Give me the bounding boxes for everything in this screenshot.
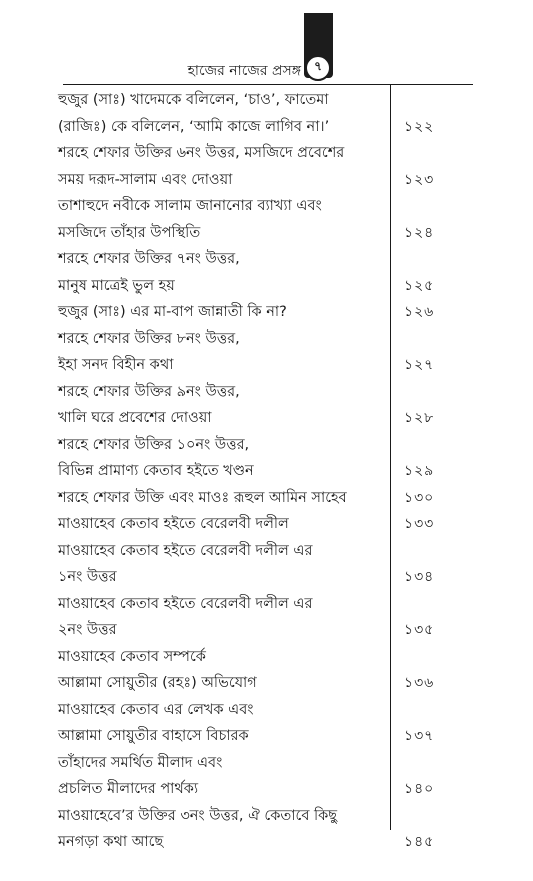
toc-row xyxy=(58,723,468,750)
toc-entry-text: ২নং উত্তর xyxy=(58,622,117,638)
toc-row xyxy=(58,405,468,432)
toc-entry-text: শরহে শেফার উক্তির ৮নং উত্তর, xyxy=(58,330,240,347)
toc-row xyxy=(58,538,468,565)
toc-entry-text: ১নং উত্তর xyxy=(58,569,117,585)
toc-row xyxy=(58,776,468,803)
toc-entry-text: হুজুর (সাঃ) এর মা-বাপ জান্নাতী কি না? xyxy=(58,304,287,320)
toc-page-number: ১২৭ xyxy=(404,357,435,373)
toc-row xyxy=(58,167,468,194)
toc-row xyxy=(58,114,468,141)
toc-entry-text: মাওয়াহেব কেতাব হইতে বেরেলবী দলীল এর xyxy=(58,542,313,559)
toc-entry-text: মাওয়াহেব কেতাব সম্পর্কে xyxy=(58,648,206,665)
toc-page-number: ১৩৭ xyxy=(404,728,435,744)
toc-entry-text: মানুষ মাত্রেই ভুল হয় xyxy=(58,277,175,294)
toc-row xyxy=(58,220,468,247)
toc-row xyxy=(58,670,468,697)
toc-page-number: ১২২ xyxy=(404,118,435,135)
header-rule xyxy=(63,84,473,85)
toc-row xyxy=(58,458,468,485)
toc-entry-text: শরহে শেফার উক্তির ৬নং উত্তর, মসজিদে প্রবেশের xyxy=(58,145,345,161)
toc-entry-text: মাওয়াহেবে’র উক্তির ৩নং উত্তর, ঐ কেতাবে কিছু xyxy=(58,807,338,824)
toc-page-number: ১৩৫ xyxy=(404,622,435,638)
toc-row xyxy=(58,193,468,220)
page-number-badge: ৭ xyxy=(305,55,331,81)
toc-row xyxy=(58,829,468,856)
toc-page-number: ১৩৬ xyxy=(404,675,435,691)
toc-row xyxy=(58,87,468,114)
toc-row xyxy=(58,432,468,459)
toc-entry-text: আল্লামা সোয়ুতীর বাহাসে বিচারক xyxy=(58,728,249,744)
toc-page-number: ১২৮ xyxy=(404,410,435,426)
toc-row xyxy=(58,246,468,273)
toc-page-number: ১২৪ xyxy=(404,224,435,241)
toc-entry-text: সময় দরূদ-সালাম এবং দোওয়া xyxy=(58,171,233,188)
toc-page-number: ১৩৪ xyxy=(404,569,435,585)
toc-row xyxy=(58,379,468,406)
toc-page-number: ১২৩ xyxy=(404,171,435,188)
toc-entry-text: মনগড়া কথা আছে xyxy=(58,834,164,850)
toc-page-number: ১৪০ xyxy=(404,781,435,797)
toc-entry-text: তাশাহুদে নবীকে সালাম জানানোর ব্যাখ্যা এবং xyxy=(58,198,322,214)
toc-entry-text: মসজিদে তাঁহার উপস্থিতি xyxy=(58,224,201,241)
toc-page-number: ১২৫ xyxy=(404,277,435,294)
table-of-contents xyxy=(58,87,468,856)
toc-entry-text: শরহে শেফার উক্তি এবং মাওঃ রূহুল আমিন সাহেব xyxy=(58,489,347,506)
toc-entry-text: মাওয়াহেব কেতাব এর লেখক এবং xyxy=(58,701,254,718)
toc-entry-text: (রাজিঃ) কে বলিলেন, ‘আমি কাজে লাগিব না।’ xyxy=(58,118,330,135)
toc-page-number: ১৪৫ xyxy=(404,834,435,850)
toc-row xyxy=(58,617,468,644)
toc-page-number: ১৩০ xyxy=(404,489,435,506)
toc-row xyxy=(58,352,468,379)
toc-entry-text: আল্লামা সোয়ুতীর (রহঃ) অভিযোগ xyxy=(58,675,257,691)
toc-row xyxy=(58,697,468,724)
toc-entry-text: তাঁহাদের সমর্থিত মীলাদ এবং xyxy=(58,754,223,771)
toc-entry-text: মাওয়াহেব কেতাব হইতে বেরেলবী দলীল xyxy=(58,516,289,532)
toc-row xyxy=(58,326,468,353)
toc-page-number: ১২৬ xyxy=(404,304,435,320)
running-header-title: হাজের নাজের প্রসঙ্গ xyxy=(187,63,301,79)
toc-entry-text: মাওয়াহেব কেতাব হইতে বেরেলবী দলীল এর xyxy=(58,595,313,612)
toc-row xyxy=(58,591,468,618)
toc-row xyxy=(58,511,468,538)
toc-entry-text: শরহে শেফার উক্তির ৯নং উত্তর, xyxy=(58,383,240,400)
toc-page-number: ১২৯ xyxy=(404,463,435,479)
toc-entry-text: প্রচলিত মীলাদের পার্থক্য xyxy=(58,781,199,797)
toc-row xyxy=(58,299,468,326)
toc-page-number: ১৩৩ xyxy=(404,516,435,532)
toc-row xyxy=(58,273,468,300)
toc-entry-text: খালি ঘরে প্রবেশের দোওয়া xyxy=(58,410,212,426)
toc-entry-text: শরহে শেফার উক্তির ১০নং উত্তর, xyxy=(58,436,250,453)
toc-row xyxy=(58,803,468,830)
toc-entry-text: বিভিন্ন প্রামাণ্য কেতাব হইতে খণ্ডন xyxy=(58,463,254,479)
toc-row xyxy=(58,750,468,777)
toc-entry-text: ইহা সনদ বিহীন কথা xyxy=(58,357,174,373)
toc-entry-text: শরহে শেফার উক্তির ৭নং উত্তর, xyxy=(58,251,240,267)
toc-row xyxy=(58,644,468,671)
toc-row xyxy=(58,140,468,167)
toc-entry-text: হুজুর (সাঃ) খাদেমকে বলিলেন, ‘চাও’, ফাতেমা xyxy=(58,92,329,108)
toc-row xyxy=(58,564,468,591)
toc-row xyxy=(58,485,468,512)
